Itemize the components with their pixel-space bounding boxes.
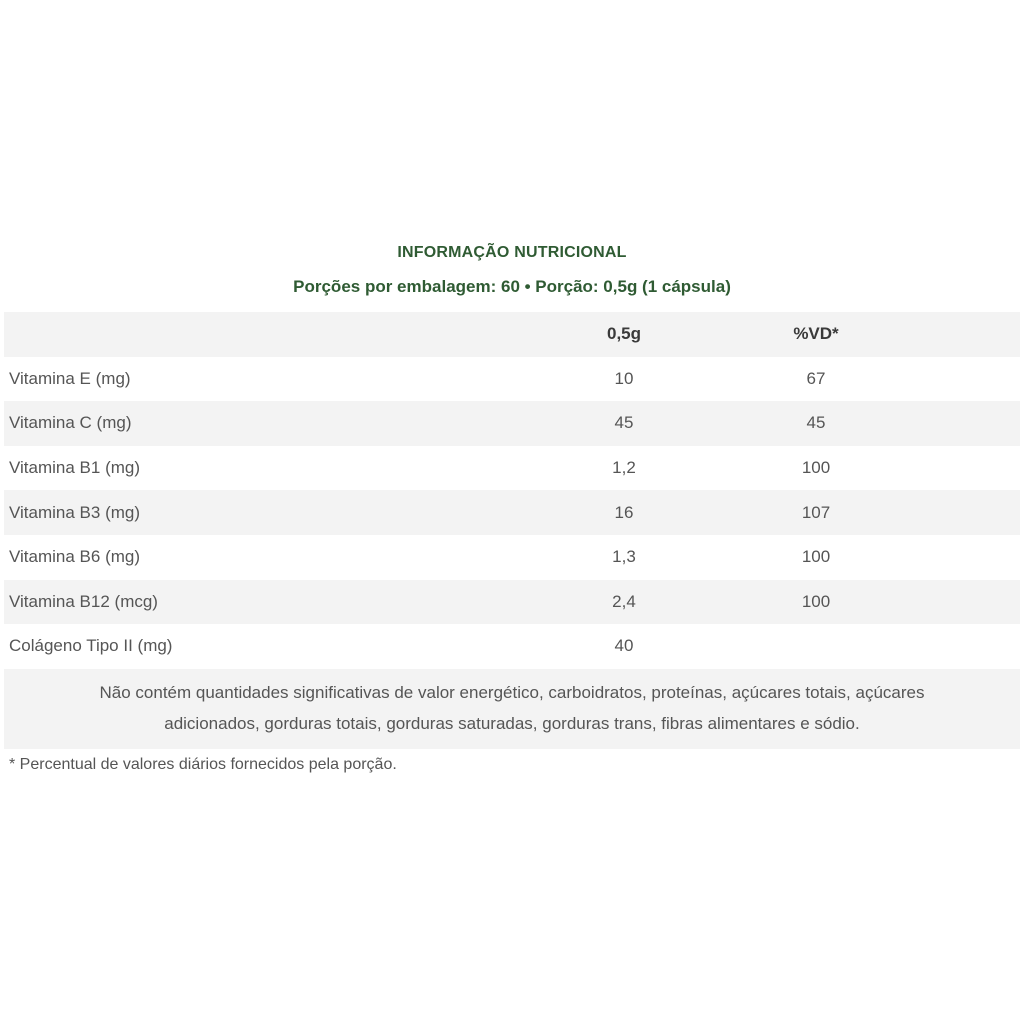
nutrient-name: Vitamina B3 (mg) — [9, 502, 141, 522]
nutrient-vd: 100 — [801, 458, 831, 478]
nutrient-name: Vitamina B6 (mg) — [9, 547, 141, 567]
nutrition-table — [4, 312, 1020, 749]
nutrient-amount: 2,4 — [612, 591, 636, 611]
table-row — [4, 580, 1020, 625]
nutrient-name: Vitamina B1 (mg) — [9, 458, 141, 478]
header-amount-cell: 0,5g — [606, 324, 642, 344]
table-row — [4, 357, 1020, 402]
note-line-2: adicionados, gorduras totais, gorduras saturadas, gorduras trans, fibras alimentares e sódio. — [164, 713, 860, 733]
nutrition-title: INFORMAÇÃO NUTRICIONAL — [397, 244, 627, 261]
nutrient-vd: 100 — [801, 591, 831, 611]
serving-info: Porções por embalagem: 60 • Porção: 0,5g (1 cápsula) — [293, 277, 731, 296]
nutrient-amount: 40 — [614, 636, 634, 656]
nutrient-name: Colágeno Tipo II (mg) — [9, 636, 173, 656]
header-vd-cell: %VD* — [793, 324, 839, 344]
nutrient-name: Vitamina B12 (mcg) — [9, 591, 158, 611]
table-row — [4, 446, 1020, 491]
nutrient-amount: 10 — [614, 368, 634, 388]
nutrient-vd: 45 — [806, 413, 826, 433]
nutrient-amount: 1,2 — [612, 458, 636, 478]
note-line-1: Não contém quantidades significativas de valor energético, carboidratos, proteínas, açúcares totais, açúcares — [99, 682, 925, 702]
nutrient-amount: 1,3 — [612, 547, 636, 567]
nutrition-note — [4, 669, 1020, 749]
table-header-row — [4, 312, 1020, 357]
nutrient-amount: 16 — [614, 502, 634, 522]
nutrient-amount: 45 — [614, 413, 634, 433]
nutrient-vd: 100 — [801, 547, 831, 567]
nutrient-name: Vitamina E (mg) — [9, 368, 131, 388]
daily-value-footnote: * Percentual de valores diários fornecidos pela porção. — [9, 756, 397, 773]
table-row — [4, 624, 1020, 669]
nutrient-vd: 67 — [806, 368, 826, 388]
table-row — [4, 490, 1020, 535]
nutrient-name: Vitamina C (mg) — [9, 413, 132, 433]
nutrient-vd: 107 — [801, 502, 831, 522]
table-row — [4, 535, 1020, 580]
table-row — [4, 401, 1020, 446]
